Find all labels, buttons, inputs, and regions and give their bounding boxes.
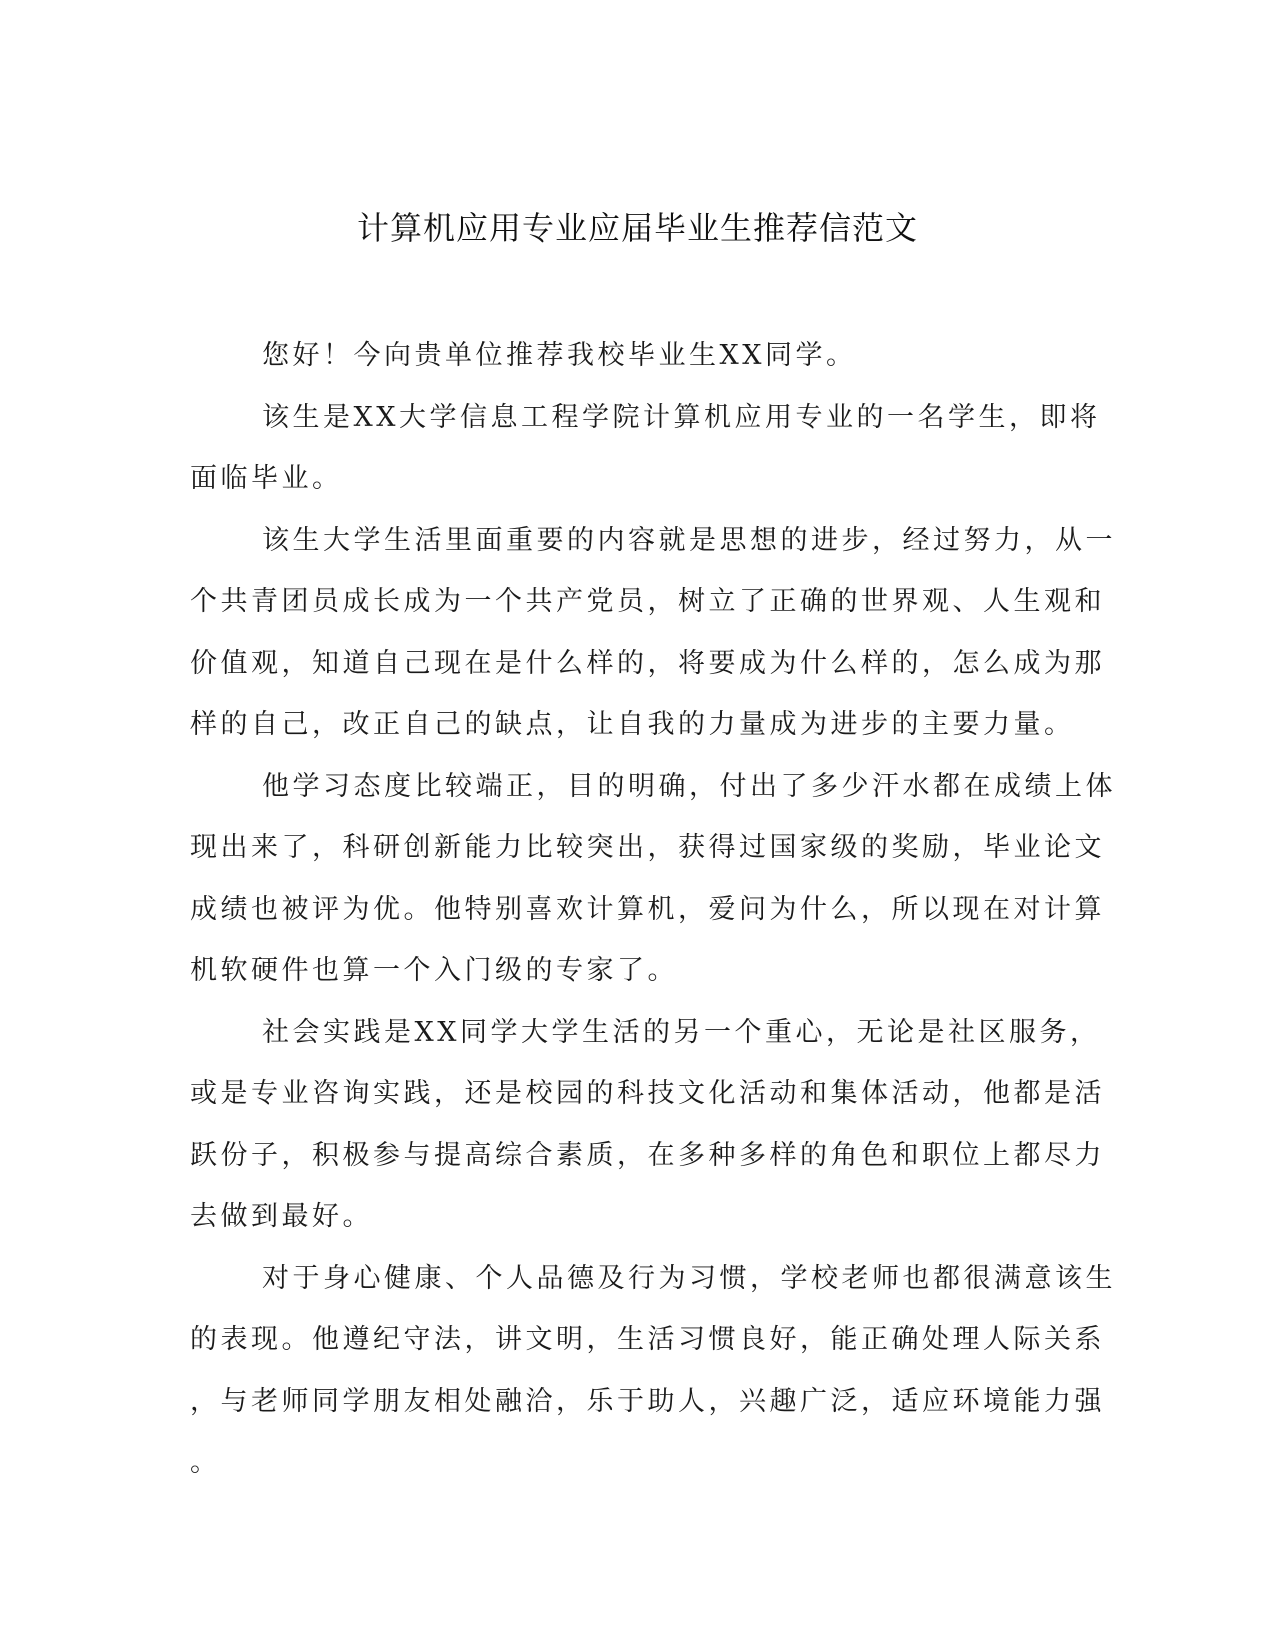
document-body bbox=[190, 325, 1116, 1494]
body-line: 他学习态度比较端正，目的明确，付出了多少汗水都在成绩上体 bbox=[262, 770, 1116, 802]
body-line: 跃份子，积极参与提高综合素质，在多种多样的角色和职位上都尽力 bbox=[190, 1139, 1105, 1171]
body-line: 机软硬件也算一个入门级的专家了。 bbox=[190, 955, 678, 986]
body-line: 样的自己，改正自己的缺点，让自我的力量成为进步的主要力量。 bbox=[190, 709, 1075, 740]
body-line: 面临毕业。 bbox=[190, 463, 343, 494]
body-line: 价值观，知道自己现在是什么样的，将要成为什么样的，怎么成为那 bbox=[190, 647, 1105, 679]
body-line: 个共青团员成长成为一个共产党员，树立了正确的世界观、人生观和 bbox=[190, 586, 1105, 617]
body-line: 或是专业咨询实践，还是校园的科技文化活动和集体活动，他都是活 bbox=[190, 1078, 1105, 1109]
body-line: 该生大学生活里面重要的内容就是思想的进步，经过努力，从一 bbox=[262, 524, 1116, 556]
body-line: 的表现。他遵纪守法，讲文明，生活习惯良好，能正确处理人际关系 bbox=[190, 1324, 1105, 1355]
body-line: 去做到最好。 bbox=[190, 1201, 373, 1232]
body-line: 成绩也被评为优。他特别喜欢计算机，爱问为什么，所以现在对计算 bbox=[190, 893, 1105, 925]
body-line: 。 bbox=[190, 1447, 221, 1478]
body-line: 现出来了，科研创新能力比较突出，获得过国家级的奖励，毕业论文 bbox=[190, 832, 1105, 863]
body-line: 对于身心健康、个人品德及行为习惯，学校老师也都很满意该生 bbox=[262, 1262, 1116, 1294]
document-title: 计算机应用专业应届毕业生推荐信范文 bbox=[356, 209, 918, 247]
body-line: ，与老师同学朋友相处融洽，乐于助人，兴趣广泛，适应环境能力强 bbox=[190, 1385, 1105, 1417]
body-line: 社会实践是XX同学大学生活的另一个重心，无论是社区服务， bbox=[262, 1016, 1101, 1048]
body-line: 您好！今向贵单位推荐我校毕业生XX同学。 bbox=[262, 340, 857, 371]
body-line: 该生是XX大学信息工程学院计算机应用专业的一名学生，即将 bbox=[262, 401, 1101, 433]
